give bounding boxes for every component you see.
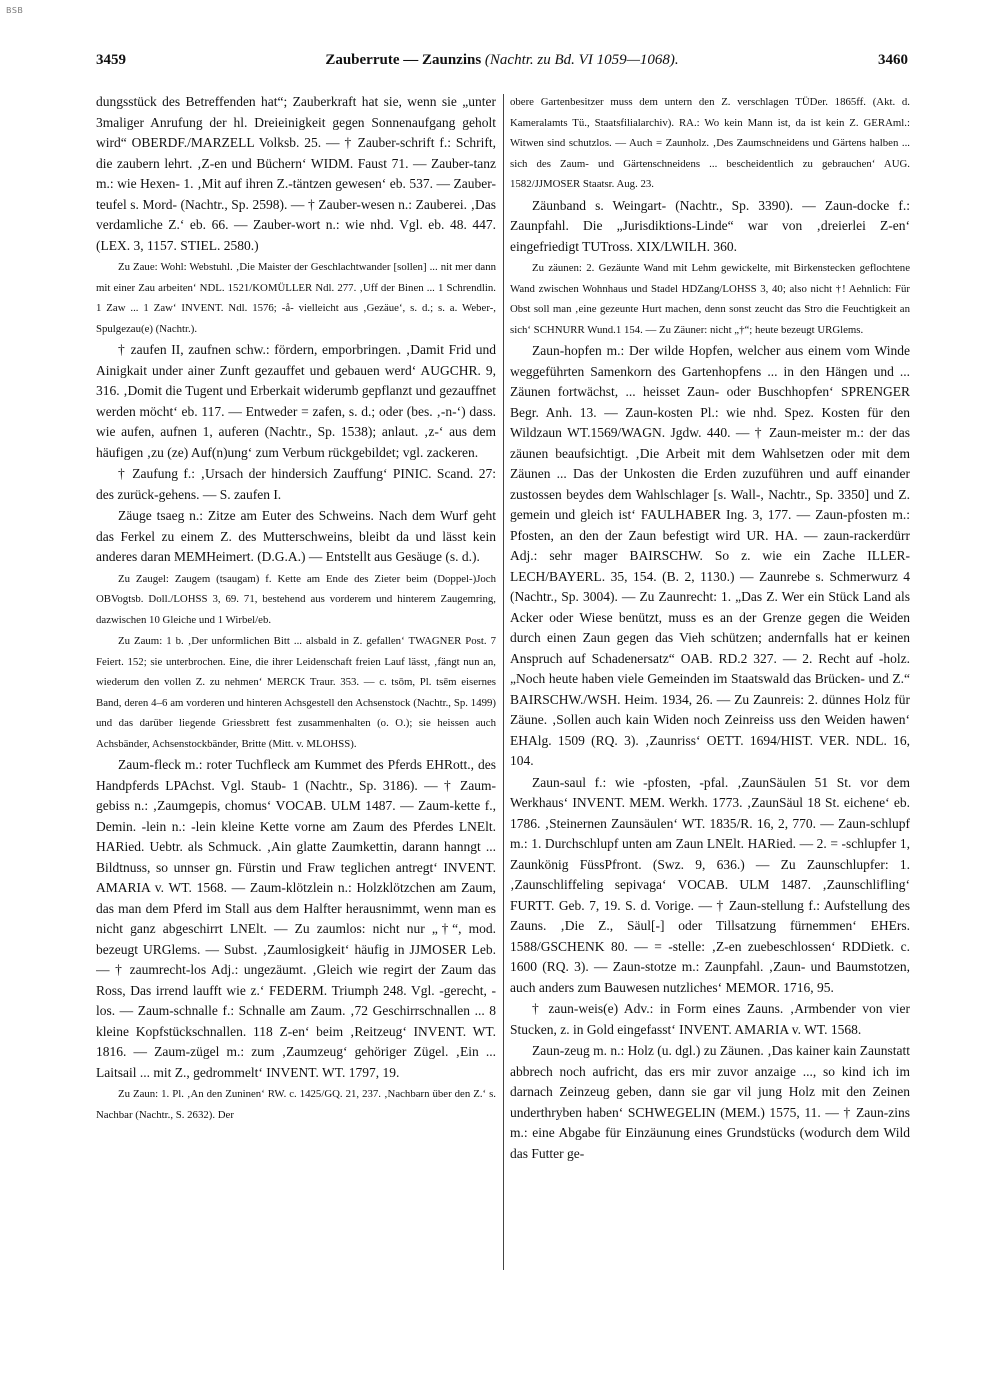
entry-paragraph: Zu Zaum: 1 b. ‚Der unformlichen Bitt ... alsbald in Z. gefallen‘ TWAGNER Post. 7 Feiert. 152; sie unterbrochen. Eine, die ihrer Leidenschaft freien Lauf lässt, ‚fängt nun an, wiederum den vollen Z. zu nehmen‘ MERCK Traur. 353. — c. tsōm, Pl. tsēm eisernes Band, deren 4–6 am vorderen und hinteren Achsgestell den Achsenstock (Nachtr., Sp. 1499) und das darüber liegende Griessbrett fest zusammenhalten (o. O.); sie heissen auch Achsbänder, Achsenstockbänder, Britte (Mitt. v. MLOHSS). <box>96 635 496 750</box>
entry-paragraph: Zaun-saul f.: wie -pfosten, -pfal. ‚ZaunSäulen 51 St. vor dem Werkhaus‘ INVENT. MEM. Werkh. 1773. ‚ZaunSäul 18 St. eichene‘ eb. 1786. ‚Steinernen Zaunsäulen‘ WT. 1835/R. 16, 2, 770. — Zaun-schlupf m.: 1. Durchschlupf unten am Zaun LNElt. HARied. — 2. = -schlupfer 1, Zaunkönig FüssPfront. (Swz. 9, 636.) — Zu Zaunschlupfer: 1. ‚Zaunschliffeling sepivaga‘ VOCAB. ULM 1487. ‚Zaunschlifling‘ FURTT. Geb. 7, 19. S. d. Vorige. — † Zaun-stellung f.: Aufstellung des Zauns. ‚Die Z., Säul[-] oder Tillsatzung fürnemmen‘ EHErs. 1588/GSCHENK 80. — = -stelle: ‚Z-en zuebeschlossen‘ RDDietk. c. 1600 (RQ. 3). — Zaun-stotze m.: Zaunpfahl. ‚Zaun- und Baumstotzen, auch anders zum Bauwesen nutzliches‘ MEMOR. 1716, 95. <box>510 774 910 995</box>
entry-paragraph: dungsstück des Betreffenden hat“; Zauberkraft hat sie, wenn sie „unter 3maliger Anrufung der hl. Dreieinigkeit gegen Sonnenaufgang geholt wird“ OBERDF./MARZELL Volksb. 25. — † Zauber-schrift f.: Schrift, die zaubern lehrt. ‚Z-en und Büchern‘ WIDM. Faust 71. — Zauber-tanz m.: wie Hexen- 1. ‚Mit auf ihren Z.-täntzen gewesen‘ eb. 537. — Zauber-teufel s. Mord- (Nachtr., Sp. 2598). — † Zauber-wesen n.: Zauberei. ‚Das verdamliche Z.‘ eb. 66. — Zauber-wort n.: wie nhd. Vgl. eb. 48. 447. (LEX. 3, 1157. STIEL. 2580.) <box>96 94 496 253</box>
page-header <box>96 52 908 74</box>
entry-paragraph: Zäuge tsaeg n.: Zitze am Euter des Schweins. Nach dem Wurf geht das Ferkel zu einem Z. des Mutterschweins, bleibt da und lässt kein anderes daran MEMHeimert. (D.G.A.) — Entstellt aus Gesäuge (s. d.). <box>96 508 496 564</box>
entry-paragraph: Zaum-fleck m.: roter Tuchfleck am Kummet des Pferds EHRott., des Handpferds LPAchst. Vgl. Staub- 1 (Nachtr., Sp. 3186). — † Zaum-gebiss n.: ‚Zaumgepis, chomus‘ VOCAB. ULM 1487. — Zaum-kette f., Demin. -lein n.: -lein kleine Kette vorne am Zaum des Pferdes LNElt. HARied. Uebtr. als Schmuck. ‚Ain glatte Zaumkettin, darann hanngt ... Bildtnuss, so unnser gn. Fürstin und Fraw teglichen antregt‘ INVENT. AMARIA v. WT. 1568. — Zaum-klötzlein n.: Holzklötzchen am Zaum, das man dem Pferd im Stall aus dem Halfter herausnimmt, wenn man es nicht ganz abgeschirrt LNElt. — Zu zaumlos: nicht nur „†“, mod. bezeugt URGlems. — Subst. ‚Zaumlosigkeit‘ häufig in JJMOSER Leb. — † zaumrecht-los Adj.: ungezäumt. ‚Gleich wie regirt der Zaum das Ross, Das irrend laufft wie z.‘ FEDERM. Triumph 248. Vgl. -gerecht, -los. — Zaum-schnalle f.: Schnalle am Zaum. ‚72 Geschirrschnallen ... 8 kleine Kopfstückschnallen. 118 Z-en‘ beim ‚Reitzeug‘ INVENT. WT. 1816. — Zaum-zügel m.: zum ‚Zaumzeug‘ gehöriger Zügel. ‚Ein ... Laitsail ... mit Z., gedrommelt‘ INVENT. WT. 1797, 19. <box>96 757 496 1080</box>
right-column <box>510 92 910 1272</box>
entry-paragraph: † Zaufung f.: ‚Ursach der hindersich Zauffung‘ PINIC. Scand. 27: des zurück-gehens. — S. zaufen I. <box>96 466 496 502</box>
entry-paragraph: Zu Zaun: 1. Pl. ‚An den Zuninen‘ RW. c. 1425/GQ. 21, 237. ‚Nachbarn über den Z.‘ s. Nachbar (Nachtr., S. 2632). Der <box>96 1088 496 1121</box>
entry-paragraph: Zu Zaugel: Zaugem (tsaugam) f. Kette am Ende des Zieter beim (Doppel-)Joch OBVogtsb. Doll./LOHSS 3, 69. 71, bestehend aus vorderem und hinterem Zaugemring, dazwischen 10 Gleiche und 1 Wirbel/eb. <box>96 572 496 626</box>
entry-paragraph: † zaun-weis(e) Adv.: in Form eines Zauns. ‚Armbender von vier Stucken, z. in Gold eingefasst‘ INVENT. AMARIA v. WT. 1568. <box>510 1001 910 1037</box>
page-number-right: 3460 <box>878 52 908 68</box>
library-mark: BSB <box>6 6 24 15</box>
entry-paragraph: Zu zäunen: 2. Gezäunte Wand mit Lehm gewickelte, mit Birkenstecken geflochtene Wand zwischen Wohnhaus und Stadel HDZang/LOHSS 3, 40; also nicht †! Aehnlich: Für Obst soll man ‚eine gezeunte Hurt machen, denn sonst zeucht das Stro die Feuchtigkeit an sich‘ SCHNURR Wund.1 154. — Zu Zäuner: nicht „†“; heute bezeugt URGlems. <box>510 262 910 336</box>
entry-paragraph: † zaufen II, zaufnen schw.: fördern, emporbringen. ‚Damit Frid und Ainigkait under ainer Zunft gezauffet und gebauen werd‘ AUGCHR. 9, 316. ‚Domit die Tugent und Erberkait widerumb gepflanzt und gezauffnet werden möcht‘ eb. 117. — Entweder = zafen, s. d.; oder (bes. ‚-n-‘) dass. wie aufen, aufnen 1, auferen (Nachtr., Sp. 1538); anlaut. ‚z-‘ aus dem häufigen ‚zu (ze) Auf(n)ung‘ zum Verbum rückgebildet; vgl. zackeren. <box>96 342 496 460</box>
entry-paragraph: obere Gartenbesitzer muss dem untern den Z. verschlagen TÜDer. 1865ff. (Akt. d. Kameralamts Tü., Staatsfilialarchiv). RA.: Wo kein Mann ist, da ist kein Z. GERAml.: Witwen sind schutzlos. — Auch = Zaunholz. ‚Des Zaumschneidens und Gärtens halben ... sich des Zaum- und Gärtenschneidens ... bescheidentlich zu gebrauchen‘ AUG. 1582/JJMOSER Staatsr. Aug. 23. <box>510 96 910 190</box>
page-number-left: 3459 <box>96 52 126 68</box>
entry-paragraph: Zaun-hopfen m.: Der wilde Hopfen, welcher aus einem vom Winde weggeführten Samenkorn des Gartenhopfens ... in den Hängen und ... Zäunen fortwächst, ... heisset Zaun- oder Buschhopfen‘ SPRENGER Begr. Anh. 13. — Zaun-kosten Pl.: wie nhd. Spez. Kosten für den Wildzaun WT.1569/WAGN. Jgdw. 440. — † Zaun-meister m.: der das zäunen beaufsichtigt. ‚Die Arbeit mit dem Wahlsetzen oder mit dem Zäunen ... Das der Unkosten die Erden zuzuführen und auff einander zustossen beydes dem Wahlschlager [s. Wall-, Nachtr., Sp. 3350] und Z. gemein und gleich ist‘ FAULHABER Ing. 3, 177. — Zaun-pfosten m.: Pfosten, an den der Zaun befestigt wird UR. HA. — zaun-rackerdürr Adj.: sehr mager BAIRSCHW. So z. wie ein Zache ILLER-LECH/BAYERL. 35, 154. (B. 2, 1130.) — Zaunrebe s. Schmerwurz 4 (Nachtr., Sp. 3004). — Zu Zaunrecht: 1. „Das Z. Wer ein Stück Land als Acker oder Wiese benützt, muss es an der Grenze gegen die Weiden durch einen Zaun gegen das Vieh schützen; andernfalls hat er keinen Anspruch auf Schadenersatz“ OAB. RD.2 327. — 2. Recht auf -holz. „Noch heute haben viele Gemeinden im Staatswald das Brücken- und Z.“ BAIRSCHW./WSH. Heim. 1934, 26. — Zu Zaunreis: 2. dünnes Holz für Zäune. ‚Sollen auch kain Widen noch Zeinreiss uss den Weiden hawen‘ EHAlg. 1509 (RQ. 3). ‚Zaunriss‘ OETT. 1694/HIST. VER. NDL. 16, 104. <box>510 343 910 768</box>
entry-paragraph: Zaun-zeug m. n.: Holz (u. dgl.) zu Zäunen. ‚Das kainer kain Zaunstatt abbrech noch aufricht, das ers mir zuvor anzaige ..., so kind ich im darnach Zeinzeug geben, dann sie gar vil jung Holz mit den Zeinen underthryben haben‘ SCHWEGELIN (MEM.) 1575, 11. — † Zaun-zins m.: eine Abgabe für Einzäunung eines Grundstücks (wodurch dem Wild das Futter ge- <box>510 1043 910 1161</box>
running-title <box>96 52 908 69</box>
entry-paragraph: Zu Zaue: Wohl: Webstuhl. ‚Die Maister der Geschlachtwander [sollen] ... nit mer dann mit einer Zau arbeiten‘ NDL. 1521/KOMÜLLER Ndl. 277. ‚Uff der Binen ... 1 Schrendlin. 1 Zaw ... 1 Zaw‘ INVENT. Ndl. 1576; -å- vielleicht aus ‚Gezäue‘, s. d.; s. a. Weber-, Spulgezau(e) (Nachtr.). <box>96 261 496 335</box>
left-column <box>96 92 496 1272</box>
entry-paragraph: Zäunband s. Weingart- (Nachtr., Sp. 3390). — Zaun-docke f.: Zaunpfahl. Die „Jurisdiktions-Linde“ war von ‚dreierlei Z-en‘ eingefriedigt TUTross. XIX/LWILH. 360. <box>510 197 910 254</box>
running-title-main: Zauberrute — Zaunzins <box>325 52 482 68</box>
column-divider <box>503 94 504 1270</box>
running-title-note: (Nachtr. zu Bd. VI 1059—1068). <box>484 52 679 68</box>
